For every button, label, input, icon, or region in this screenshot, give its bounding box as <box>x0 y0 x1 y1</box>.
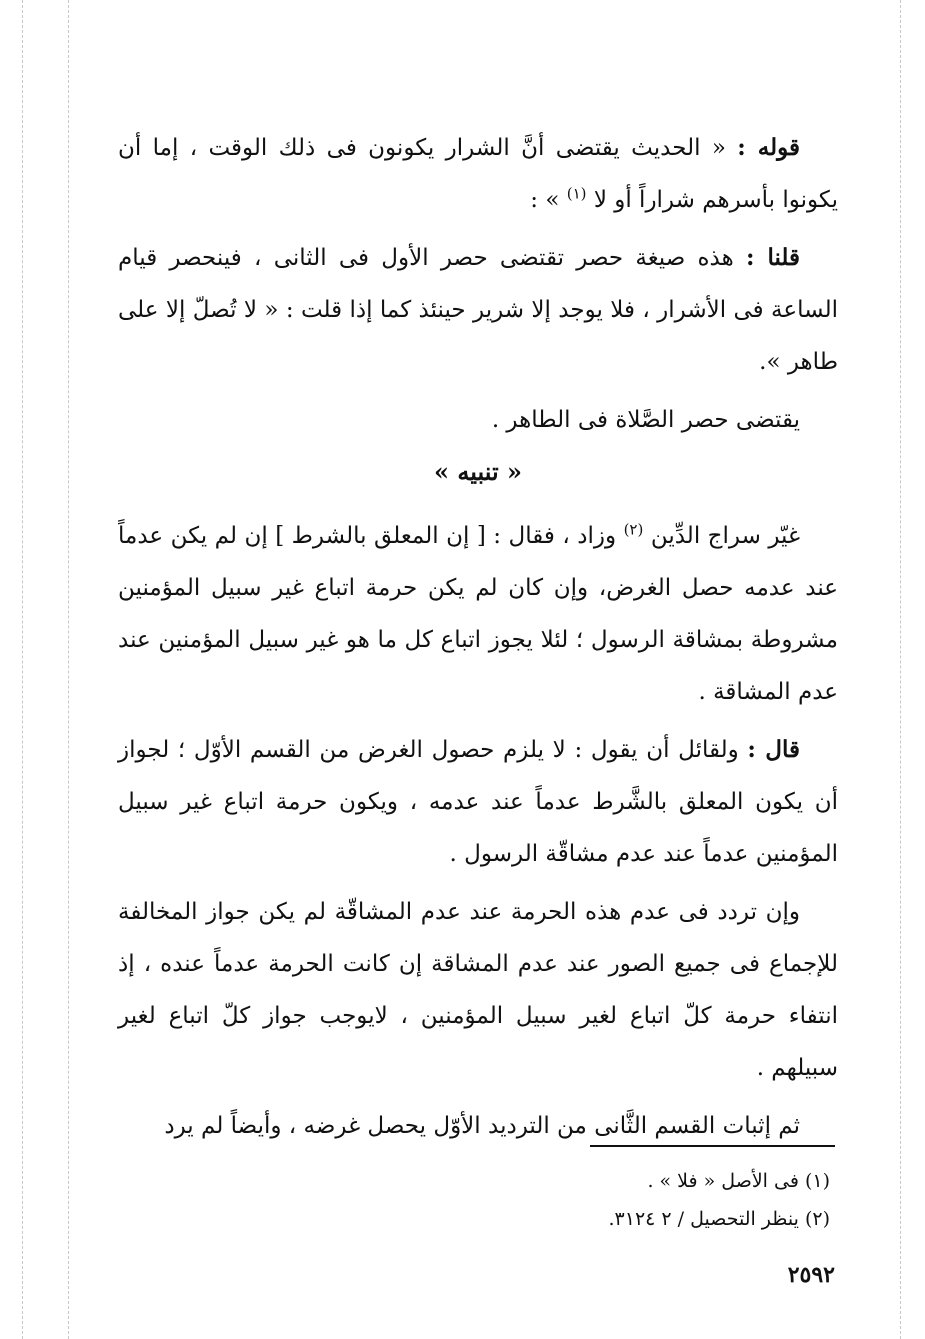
paragraph-4 <box>118 510 838 718</box>
paragraph-1-tail: » : <box>530 187 560 213</box>
footnote-1: (١) فى الأصل « فلا » . <box>647 1170 830 1192</box>
footnote-separator <box>590 1145 835 1147</box>
paragraph-1-lead: قوله : <box>737 134 801 161</box>
left-margin-guide <box>22 0 23 1339</box>
footnote-2: (٢) ينظر التحصيل / ٢ ٣١٢٤. <box>608 1208 830 1230</box>
right-margin-guide <box>900 0 901 1339</box>
footnotes <box>400 1162 830 1238</box>
page-number: ٢٥٩٢ <box>787 1262 835 1288</box>
paragraph-3 <box>118 394 838 446</box>
paragraph-4-text-a: غيّر سراج الدِّين <box>650 523 801 549</box>
paragraph-6 <box>118 886 838 1094</box>
paragraph-2 <box>118 232 838 388</box>
paragraph-3-text: يقتضى حصر الصَّلاة فى الطاهر . <box>491 407 800 433</box>
main-text-lower <box>118 510 838 1152</box>
paragraph-1 <box>118 122 838 226</box>
paragraph-7-text: ثم إثبات القسم الثَّانى من الترديد الأوّل يحصل غرضه ، وأيضاً لم يرد <box>164 1113 800 1139</box>
paragraph-2-lead: قلنا : <box>746 244 801 271</box>
paragraph-5-lead: قال : <box>747 736 800 763</box>
main-text-upper <box>118 122 838 446</box>
paragraph-2-text: هذه صيغة حصر تقتضى حصر الأول فى الثانى ، فينحصر قيام الساعة فى الأشرار ، فلا يوجد إلا شرير حينئذ كما إذا قلت : « لا تُصلّ إلا على طاهر ». <box>118 245 838 375</box>
footnote-ref-2: (٢) <box>623 520 644 539</box>
paragraph-5 <box>118 724 838 880</box>
paragraph-5-text: ولقائل أن يقول : لا يلزم حصول الغرض من القسم الأوّل ؛ لجواز أن يكون المعلق بالشَّرط عدماً عند عدمه ، ويكون حرمة اتباع غير سبيل المؤمنين عدماً عند عدم مشاقّة الرسول . <box>118 737 838 867</box>
paragraph-6-text: وإن تردد فى عدم هذه الحرمة عند عدم المشاقّة لم يكن جواز المخالفة للإجماع فى جميع الصور عند عدم المشاقة إن كانت الحرمة عدماً عنده ، إذ انتفاء حرمة كلّ اتباع لغير سبيل المؤمنين ، لايوجب جواز كلّ اتباع لغير سبيلهم . <box>118 899 838 1081</box>
section-heading: « تنبيه » <box>434 457 522 486</box>
left-margin-guide-inner <box>68 0 69 1339</box>
paragraph-4-text-b: وزاد ، فقال : [ إن المعلق بالشرط ] إن لم يكن عدماً عند عدمه حصل الغرض، وإن كان لم يكن حرمة اتباع غير سبيل المؤمنين مشروطة بمشاقة الرسول ؛ لئلا يجوز اتباع كل ما هو غير سبيل المؤمنين عند عدم المشاقة . <box>118 523 838 705</box>
footnote-ref-1: (١) <box>566 184 587 203</box>
paragraph-1-text: « الحديث يقتضى أنَّ الشرار يكونون فى ذلك الوقت ، إما أن يكونوا بأسرهم شراراً أو لا <box>118 135 838 213</box>
